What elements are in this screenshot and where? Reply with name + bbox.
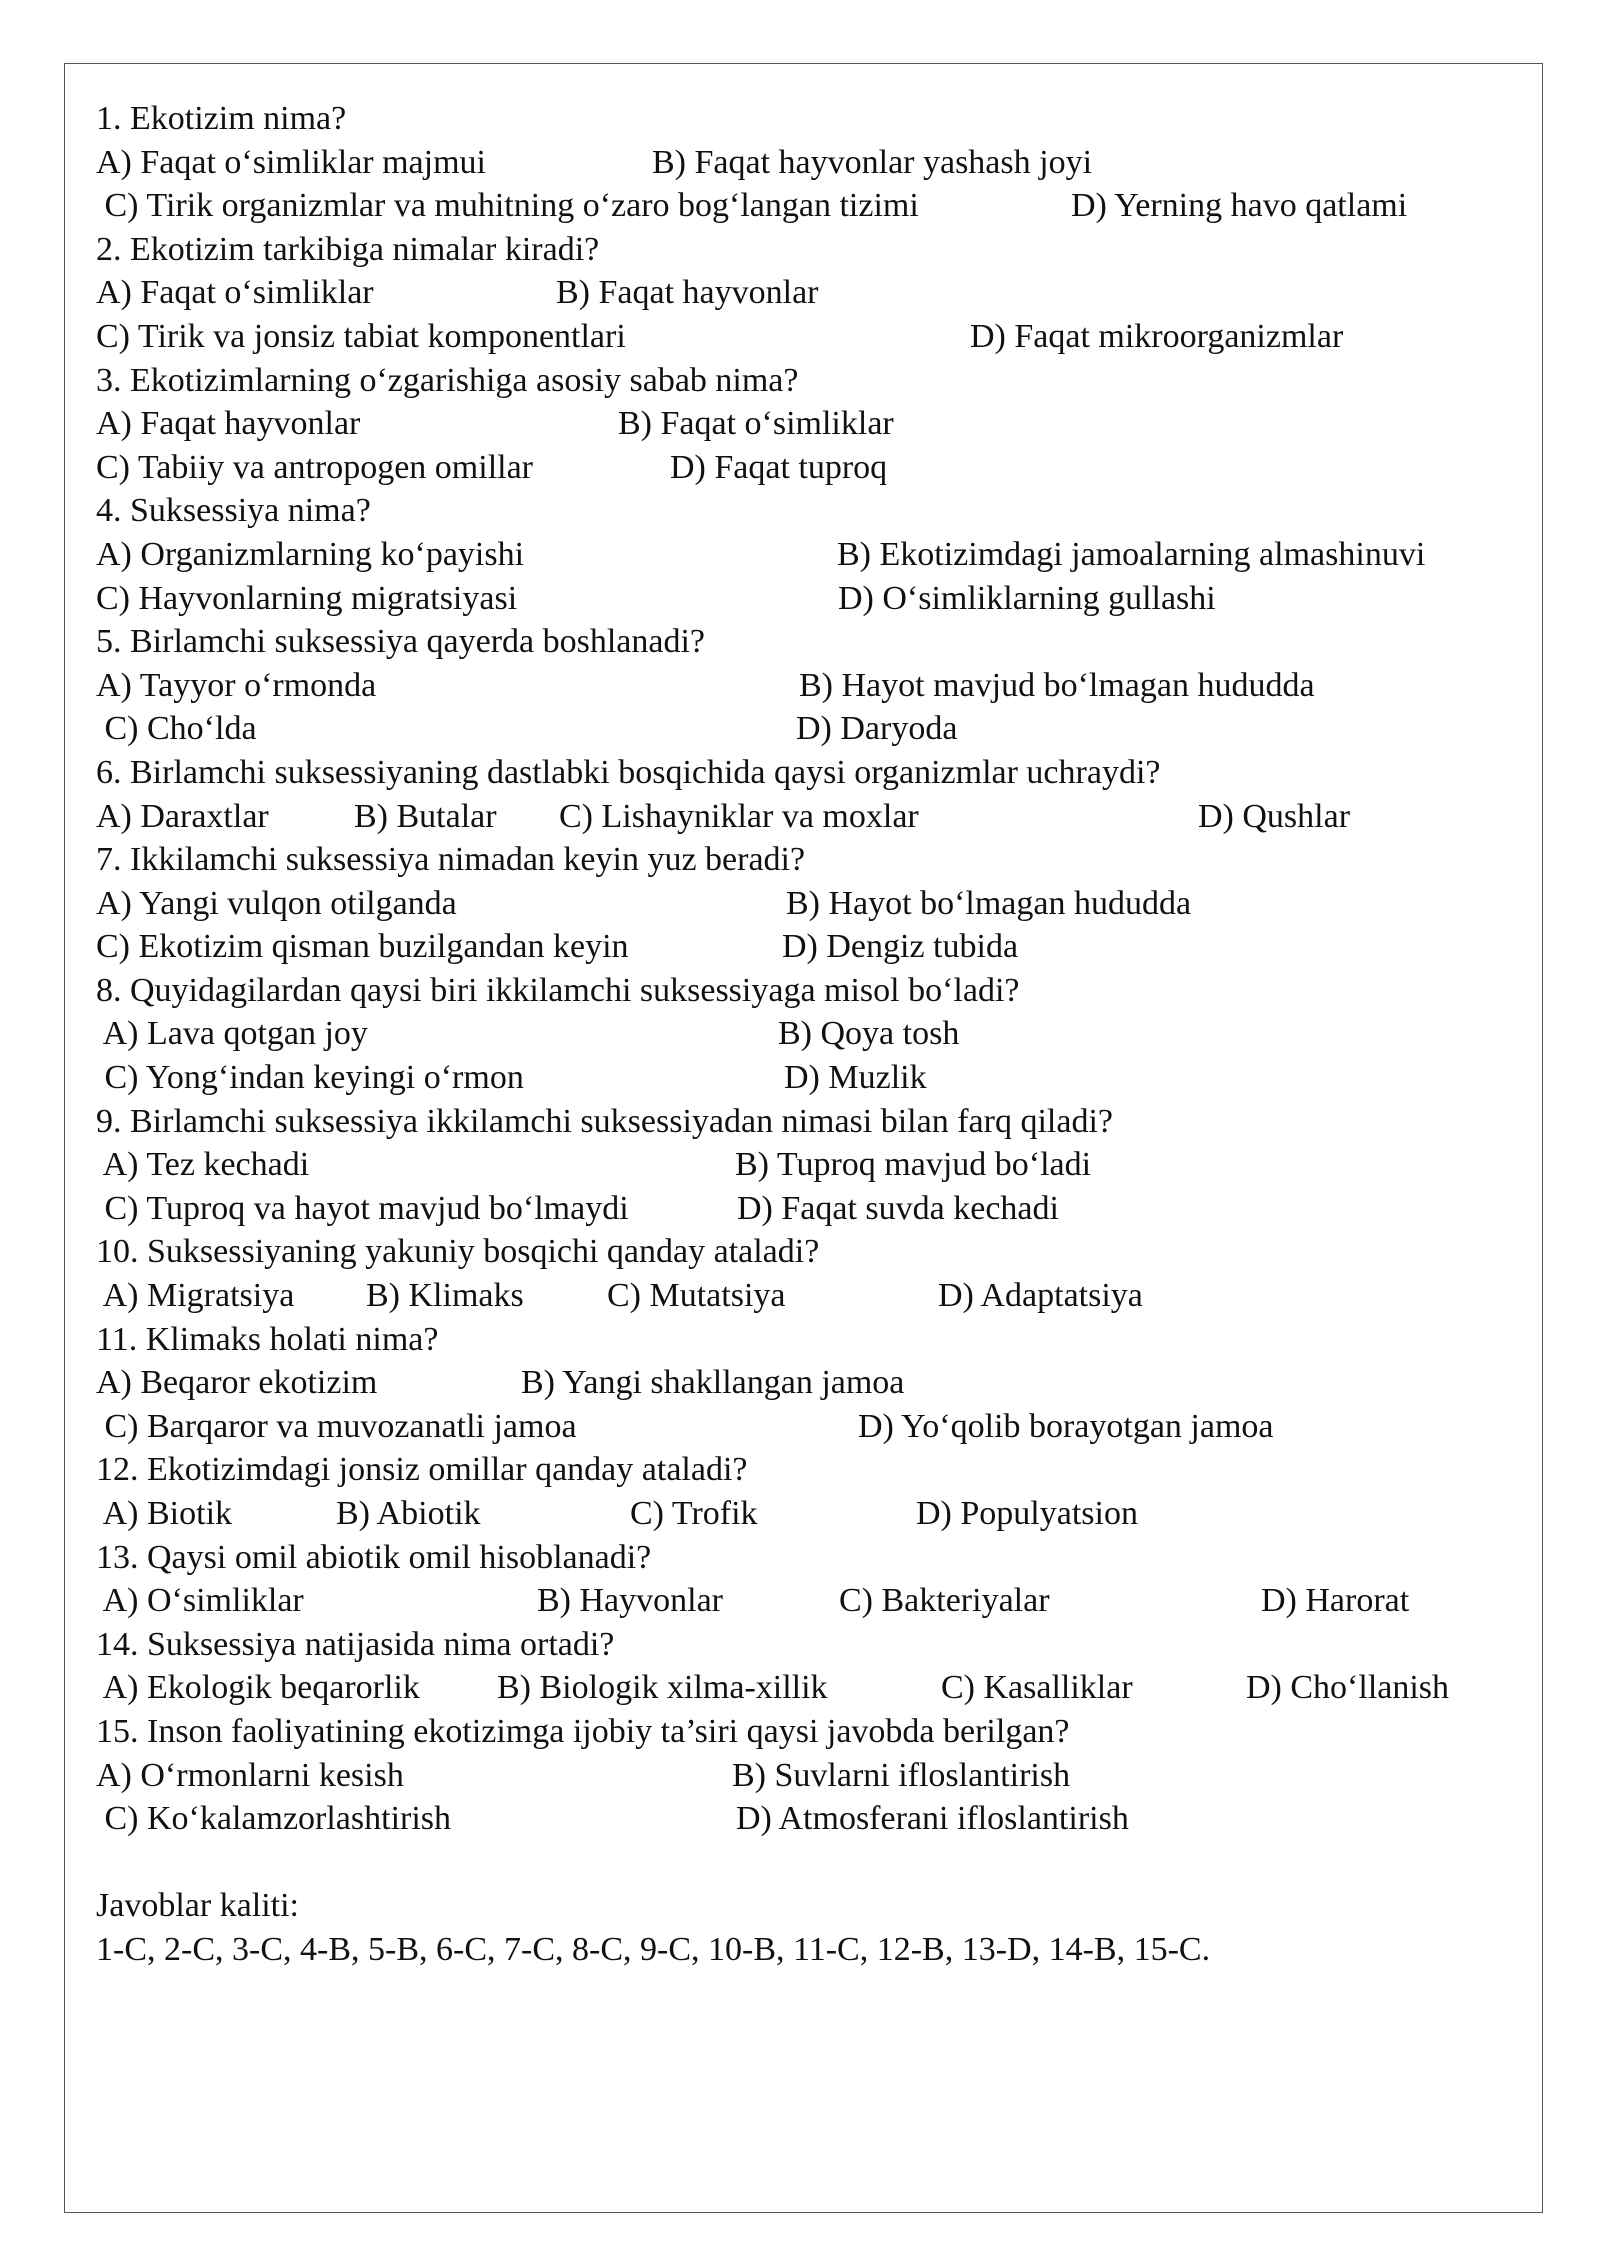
option-a: A) Tez kechadi bbox=[96, 1146, 310, 1184]
answer-key-title: Javoblar kaliti: bbox=[96, 1887, 300, 1925]
option-d: D) Faqat tuproq bbox=[670, 448, 888, 486]
question-9-options-row-2 bbox=[96, 1187, 1536, 1231]
option-d: D) Daryoda bbox=[796, 710, 958, 748]
option-a: A) Faqat hayvonlar bbox=[96, 405, 361, 443]
option-b: B) Ekotizimdagi jamoalarning almashinuvi bbox=[837, 535, 1426, 573]
question-10-options bbox=[96, 1274, 1536, 1318]
option-c: C) Yong‘indan keyingi o‘rmon bbox=[96, 1059, 524, 1097]
option-b: B) Faqat hayvonlar bbox=[556, 274, 819, 312]
option-c: C) Tirik va jonsiz tabiat komponentlari bbox=[96, 317, 626, 355]
option-a: A) Faqat o‘simliklar bbox=[96, 274, 374, 312]
spacer bbox=[96, 1841, 1536, 1885]
option-d: D) Faqat suvda kechadi bbox=[737, 1189, 1059, 1227]
option-b: B) Yangi shakllangan jamoa bbox=[521, 1364, 905, 1402]
option-d: D) Yo‘qolib borayotgan jamoa bbox=[858, 1407, 1274, 1445]
option-d: D) Cho‘llanish bbox=[1246, 1669, 1450, 1707]
option-d: D) Qushlar bbox=[1198, 797, 1351, 835]
question-15: 15. Inson faoliyatining ekotizimga ijobiy ta’siri qaysi javobda berilgan? bbox=[96, 1712, 1070, 1750]
question-2-options-row-1 bbox=[96, 271, 1536, 315]
option-d: D) O‘simliklarning gullashi bbox=[838, 579, 1216, 617]
option-b: B) Qoya tosh bbox=[778, 1015, 960, 1053]
option-c: C) Lishayniklar va moxlar bbox=[559, 797, 919, 835]
option-a: A) Migratsiya bbox=[96, 1277, 295, 1315]
option-a: A) Organizmlarning ko‘payishi bbox=[96, 535, 525, 573]
question-9: 9. Birlamchi suksessiya ikkilamchi suksessiyadan nimasi bilan farq qiladi? bbox=[96, 1102, 1113, 1140]
option-b: B) Biologik xilma-xillik bbox=[497, 1669, 828, 1707]
option-b: B) Klimaks bbox=[366, 1277, 524, 1315]
question-14: 14. Suksessiya natijasida nima ortadi? bbox=[96, 1625, 615, 1663]
question-11-options-row-2 bbox=[96, 1405, 1536, 1449]
option-c: C) Hayvonlarning migratsiyasi bbox=[96, 579, 518, 617]
option-d: D) Atmosferani ifloslantirish bbox=[736, 1800, 1129, 1838]
question-8-options-row-1 bbox=[96, 1012, 1536, 1056]
option-c: C) Bakteriyalar bbox=[839, 1582, 1050, 1620]
question-9-options-row-1 bbox=[96, 1143, 1536, 1187]
question-1: 1. Ekotizim nima? bbox=[96, 100, 347, 137]
option-d: D) Yerning havo qatlami bbox=[1071, 187, 1408, 225]
option-c: C) Mutatsiya bbox=[607, 1277, 786, 1315]
option-c: C) Barqaror va muvozanatli jamoa bbox=[96, 1407, 577, 1445]
option-c: C) Ekotizim qisman buzilgandan keyin bbox=[96, 928, 629, 966]
question-3: 3. Ekotizimlarning o‘zgarishiga asosiy sabab nima? bbox=[96, 361, 799, 399]
option-a: A) Ekologik beqarorlik bbox=[96, 1669, 420, 1707]
option-d: D) Harorat bbox=[1261, 1582, 1410, 1620]
option-d: D) Adaptatsiya bbox=[938, 1277, 1143, 1315]
option-b: B) Tuproq mavjud bo‘ladi bbox=[735, 1146, 1092, 1184]
question-7-options-row-1 bbox=[96, 882, 1536, 926]
option-c: C) Ko‘kalamzorlashtirish bbox=[96, 1800, 452, 1838]
question-11-options-row-1 bbox=[96, 1361, 1536, 1405]
question-1-options-row-1 bbox=[96, 141, 1536, 185]
question-2-options-row-2 bbox=[96, 315, 1536, 359]
option-d: D) Populyatsion bbox=[916, 1495, 1138, 1532]
option-b: B) Hayot mavjud bo‘lmagan hududda bbox=[799, 666, 1315, 704]
option-a: A) Yangi vulqon otilganda bbox=[96, 884, 457, 922]
question-3-options-row-1 bbox=[96, 402, 1536, 446]
quiz-document bbox=[96, 97, 1536, 1972]
question-12: 12. Ekotizimdagi jonsiz omillar qanday ataladi? bbox=[96, 1451, 748, 1489]
option-a: A) Faqat o‘simliklar majmui bbox=[96, 143, 486, 181]
option-c: C) Tabiiy va antropogen omillar bbox=[96, 448, 534, 486]
option-c: C) Tirik organizmlar va muhitning o‘zaro bog‘langan tizimi bbox=[96, 187, 919, 225]
option-c: C) Tuproq va hayot mavjud bo‘lmaydi bbox=[96, 1189, 629, 1227]
question-12-options bbox=[96, 1492, 1536, 1536]
question-1-options-row-2 bbox=[96, 184, 1536, 228]
option-a: A) O‘simliklar bbox=[96, 1582, 304, 1620]
question-6-options bbox=[96, 795, 1536, 839]
option-b: B) Butalar bbox=[354, 797, 497, 835]
question-10: 10. Suksessiyaning yakuniy bosqichi qanday ataladi? bbox=[96, 1233, 820, 1271]
question-7: 7. Ikkilamchi suksessiya nimadan keyin yuz beradi? bbox=[96, 841, 806, 879]
option-b: B) Hayot bo‘lmagan hududda bbox=[786, 884, 1192, 922]
option-d: D) Dengiz tubida bbox=[782, 928, 1019, 966]
question-4-options-row-2 bbox=[96, 577, 1536, 621]
answer-key-text: 1-C, 2-C, 3-C, 4-B, 5-B, 6-C, 7-C, 8-C, 9-C, 10-B, 11-C, 12-B, 13-D, 14-B, 15-C. bbox=[96, 1930, 1211, 1968]
question-7-options-row-2 bbox=[96, 925, 1536, 969]
option-b: B) Suvlarni ifloslantirish bbox=[732, 1756, 1071, 1794]
option-d: D) Muzlik bbox=[784, 1059, 927, 1097]
option-a: A) Tayyor o‘rmonda bbox=[96, 666, 377, 704]
question-13-options bbox=[96, 1579, 1536, 1623]
question-5: 5. Birlamchi suksessiya qayerda boshlanadi? bbox=[96, 623, 706, 661]
question-5-options-row-2 bbox=[96, 707, 1536, 751]
option-b: B) Faqat hayvonlar yashash joyi bbox=[652, 143, 1093, 181]
question-13: 13. Qaysi omil abiotik omil hisoblanadi? bbox=[96, 1538, 652, 1576]
option-b: B) Abiotik bbox=[336, 1495, 481, 1532]
option-b: B) Faqat o‘simliklar bbox=[618, 405, 894, 443]
option-c: C) Kasalliklar bbox=[941, 1669, 1133, 1707]
question-11: 11. Klimaks holati nima? bbox=[96, 1320, 439, 1358]
question-15-options-row-1 bbox=[96, 1754, 1536, 1798]
question-3-options-row-2 bbox=[96, 446, 1536, 490]
question-4: 4. Suksessiya nima? bbox=[96, 492, 371, 530]
option-c: C) Trofik bbox=[630, 1495, 758, 1532]
option-a: A) Lava qotgan joy bbox=[96, 1015, 368, 1053]
question-8-options-row-2 bbox=[96, 1056, 1536, 1100]
option-a: A) Daraxtlar bbox=[96, 797, 269, 835]
question-5-options-row-1 bbox=[96, 664, 1536, 708]
question-4-options-row-1 bbox=[96, 533, 1536, 577]
option-a: A) O‘rmonlarni kesish bbox=[96, 1756, 404, 1794]
question-15-options-row-2 bbox=[96, 1797, 1536, 1841]
question-6: 6. Birlamchi suksessiyaning dastlabki bosqichida qaysi organizmlar uchraydi? bbox=[96, 753, 1161, 791]
option-a: A) Biotik bbox=[96, 1495, 233, 1532]
option-c: C) Cho‘lda bbox=[96, 710, 257, 748]
question-8: 8. Quyidagilardan qaysi biri ikkilamchi suksessiyaga misol bo‘ladi? bbox=[96, 971, 1020, 1009]
option-b: B) Hayvonlar bbox=[537, 1582, 724, 1620]
option-d: D) Faqat mikroorganizmlar bbox=[970, 317, 1344, 355]
question-2: 2. Ekotizim tarkibiga nimalar kiradi? bbox=[96, 230, 600, 268]
question-14-options bbox=[96, 1666, 1536, 1710]
option-a: A) Beqaror ekotizim bbox=[96, 1364, 378, 1402]
